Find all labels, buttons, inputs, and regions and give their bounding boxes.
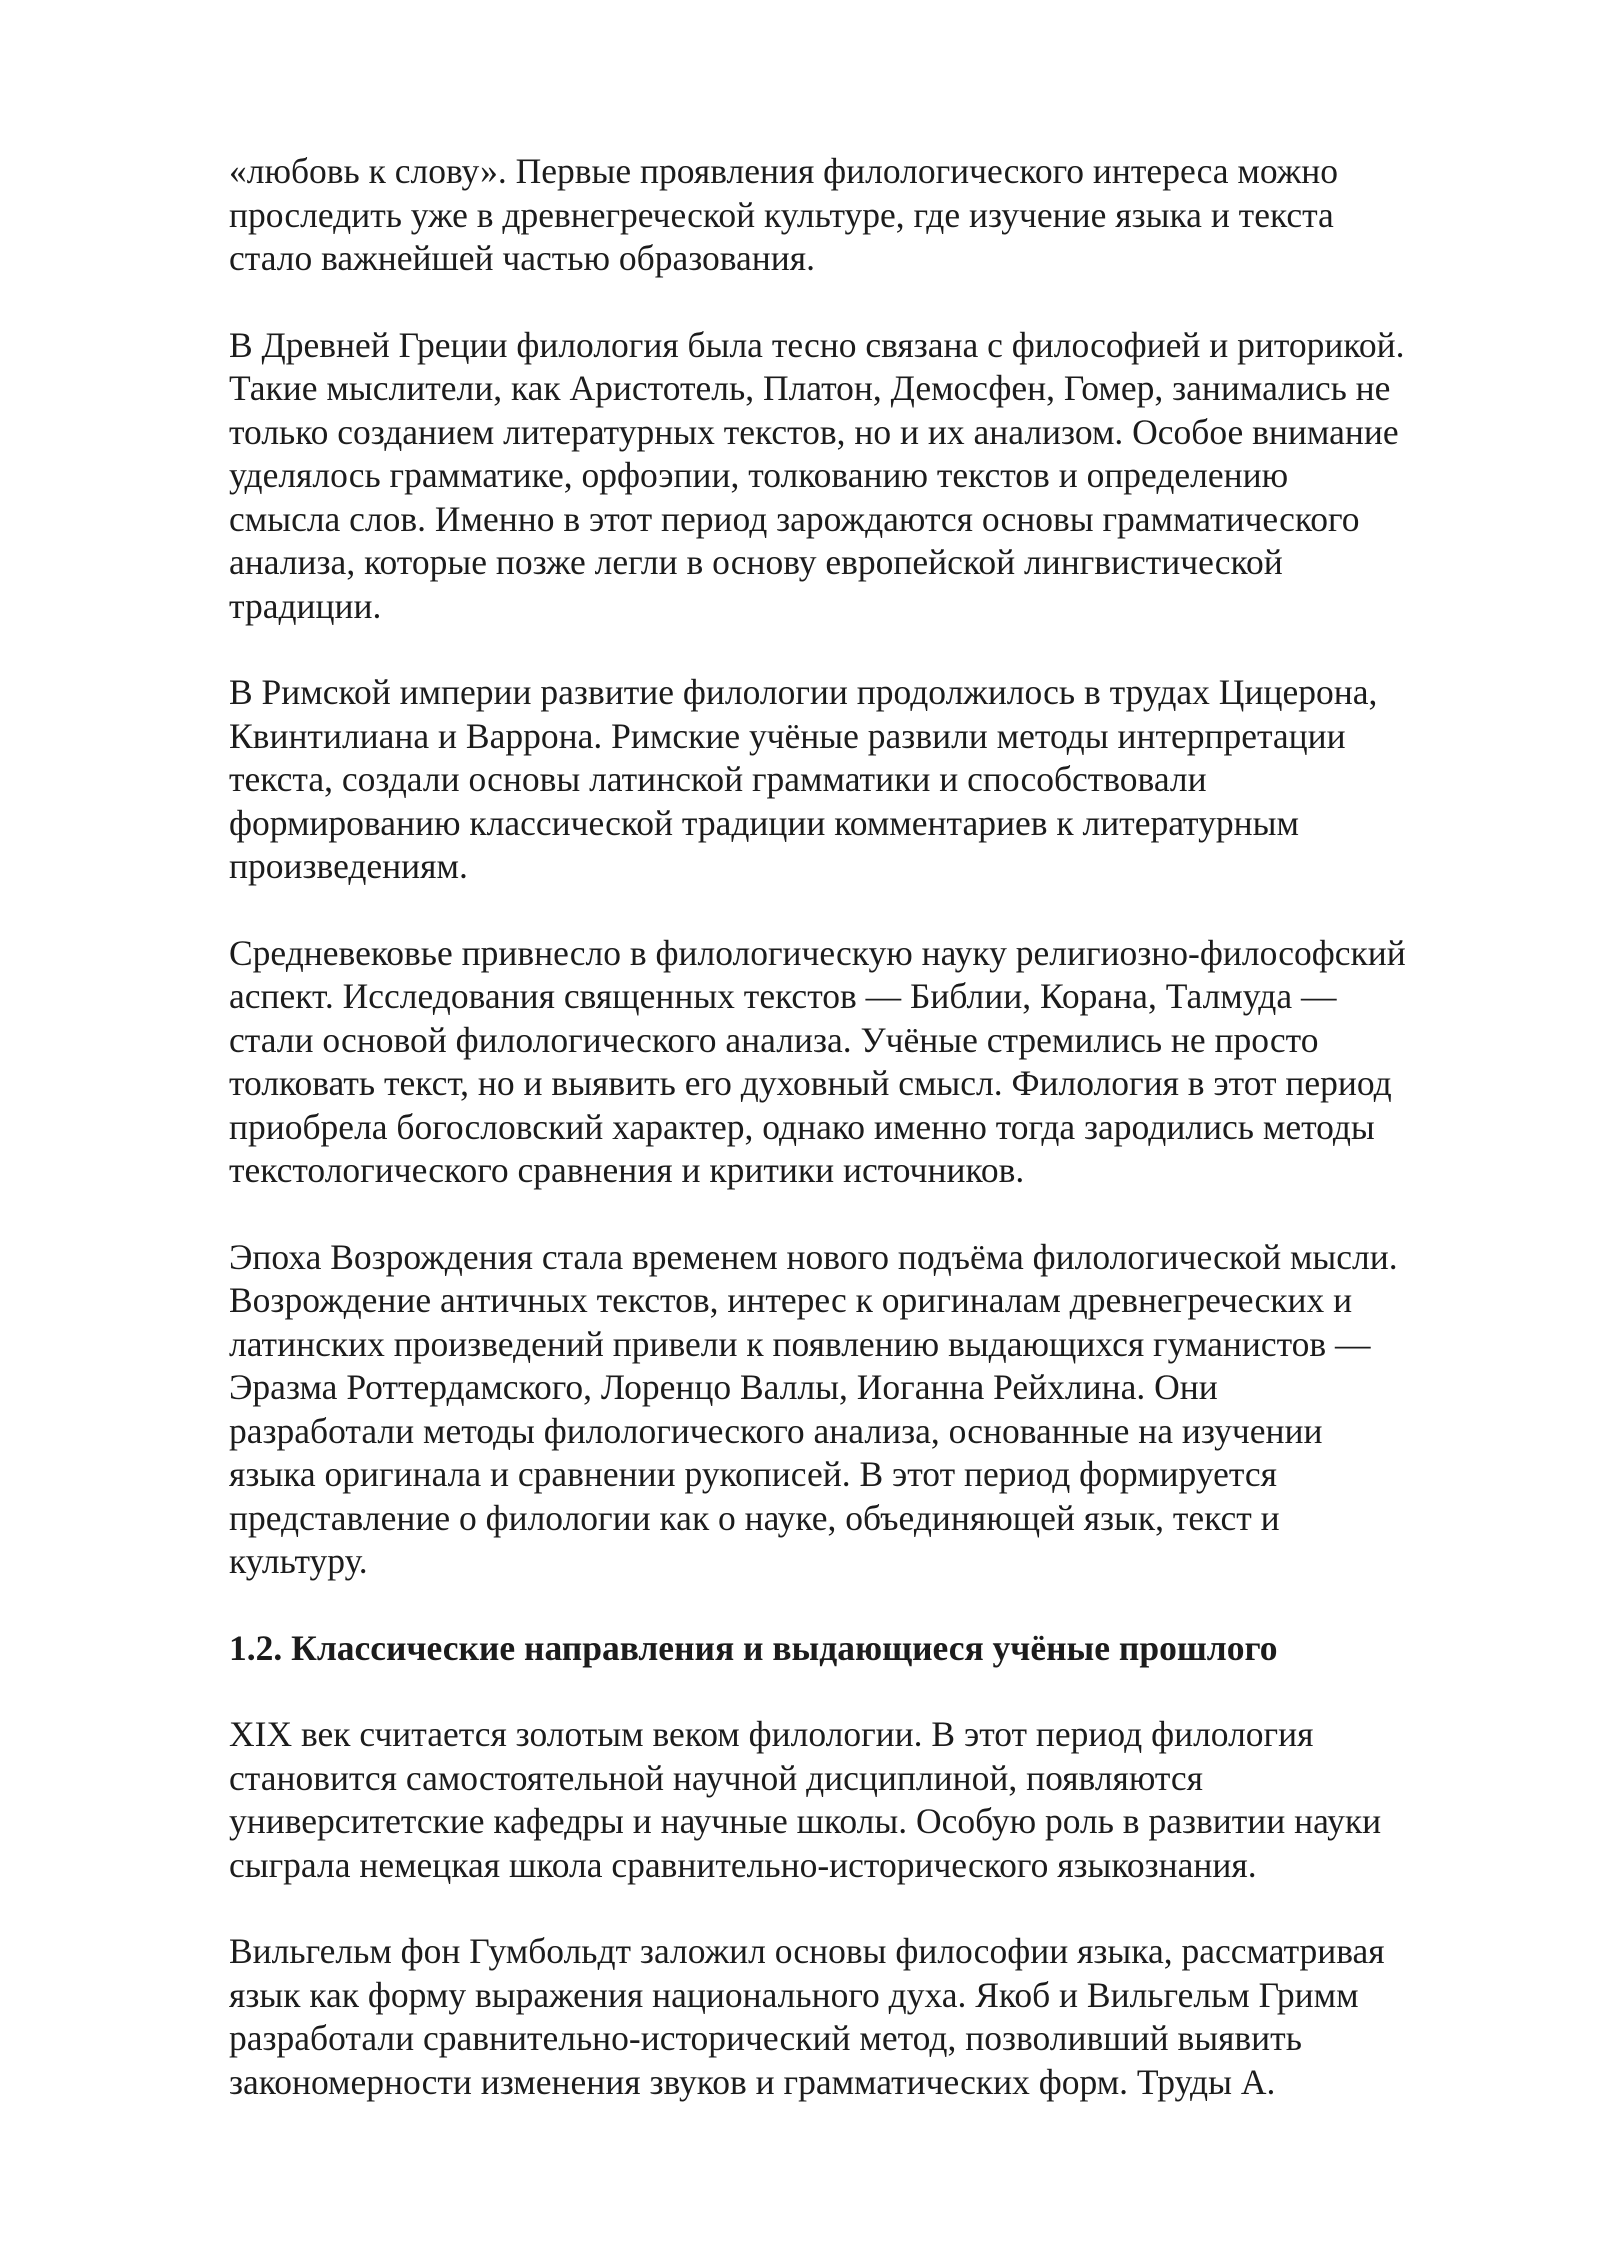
text-line: Возрождение античных текстов, интерес к оригиналам древнегреческих и — [229, 1280, 1353, 1320]
text-line: В Римской империи развитие филологии продолжилось в трудах Цицерона, — [229, 672, 1378, 712]
text-line: университетские кафедры и научные школы. Особую роль в развитии науки — [229, 1801, 1382, 1841]
paragraph-philology-origins — [229, 150, 1529, 281]
text-line: Квинтилиана и Варрона. Римские учёные развили методы интерпретации — [229, 715, 1346, 756]
text-line: анализа, которые позже легли в основу европейской лингвистической — [229, 542, 1283, 582]
text-line: представление о филологии как о науке, объединяющей язык, текст и — [229, 1497, 1280, 1538]
text-line: закономерности изменения звуков и грамматических форм. Труды А. — [229, 2061, 1276, 2102]
text-line: «любовь к слову». Первые проявления филологического интереса можно — [229, 151, 1339, 191]
text-line: смысла слов. Именно в этот период зарождаются основы грамматического — [229, 498, 1360, 539]
text-line: текста, создали основы латинской грамматики и способствовали — [229, 759, 1207, 799]
paragraph-renaissance — [229, 1236, 1529, 1584]
text-line: формированию классической традиции комментариев к литературным — [229, 802, 1299, 843]
text-line: Такие мыслители, как Аристотель, Платон, Демосфен, Гомер, занимались не — [229, 368, 1391, 408]
text-line: латинских произведений привели к появлению выдающихся гуманистов — — [229, 1323, 1371, 1364]
paragraph-roman-empire — [229, 671, 1529, 889]
text-line: Эразма Роттердамского, Лоренцо Валлы, Иоганна Рейхлина. Они — [229, 1367, 1218, 1407]
text-line: стало важнейшей частью образования. — [229, 238, 816, 278]
text-line: Вильгельм фон Гумбольдт заложил основы философии языка, рассматривая — [229, 1931, 1385, 1971]
text-line: уделялось грамматике, орфоэпии, толкованию текстов и определению — [229, 455, 1289, 495]
text-line: приобрела богословский характер, однако именно тогда зародились методы — [229, 1106, 1375, 1147]
text-line: становится самостоятельной научной дисциплиной, появляются — [229, 1757, 1203, 1798]
text-line: язык как форму выражения национального духа. Якоб и Вильгельм Гримм — [229, 1974, 1359, 2015]
text-line: сыграла немецкая школа сравнительно-исторического языкознания. — [229, 1844, 1257, 1885]
text-line: языка оригинала и сравнении рукописей. В этот период формируется — [229, 1454, 1277, 1494]
section-heading: 1.2. Классические направления и выдающиеся учёные прошлого — [229, 1627, 1278, 1668]
paragraph-humboldt-grimm — [229, 1930, 1529, 2104]
text-line: Средневековье привнесло в филологическую науку религиозно-философский — [229, 932, 1406, 973]
paragraph-ancient-greece — [229, 324, 1529, 629]
text-line: произведениям. — [229, 846, 468, 886]
text-line: только созданием литературных текстов, но и их анализом. Особое внимание — [229, 411, 1399, 452]
text-line: традиции. — [229, 585, 382, 626]
document-page — [229, 150, 1529, 2147]
text-line: В Древней Греции филология была тесно связана с философией и риторикой. — [229, 324, 1405, 365]
text-line: разработали методы филологического анализа, основанные на изучении — [229, 1410, 1323, 1451]
text-line: культуру. — [229, 1541, 368, 1581]
text-line: проследить уже в древнегреческой культуре, где изучение языка и текста — [229, 194, 1334, 235]
text-line: толковать текст, но и выявить его духовный смысл. Филология в этот период — [229, 1063, 1392, 1103]
paragraph-middle-ages — [229, 932, 1529, 1193]
text-line: текстологического сравнения и критики источников. — [229, 1150, 1025, 1190]
text-line: XIX век считается золотым веком филологии. В этот период филология — [229, 1714, 1314, 1754]
text-line: Эпоха Возрождения стала временем нового подъёма филологической мысли. — [229, 1236, 1398, 1277]
text-line: разработали сравнительно-исторический метод, позволивший выявить — [229, 2018, 1302, 2058]
text-line: стали основой филологического анализа. Учёные стремились не просто — [229, 1019, 1319, 1060]
paragraph-nineteenth-century — [229, 1713, 1529, 1887]
text-line: аспект. Исследования священных текстов — Библии, Корана, Талмуда — — [229, 976, 1337, 1016]
